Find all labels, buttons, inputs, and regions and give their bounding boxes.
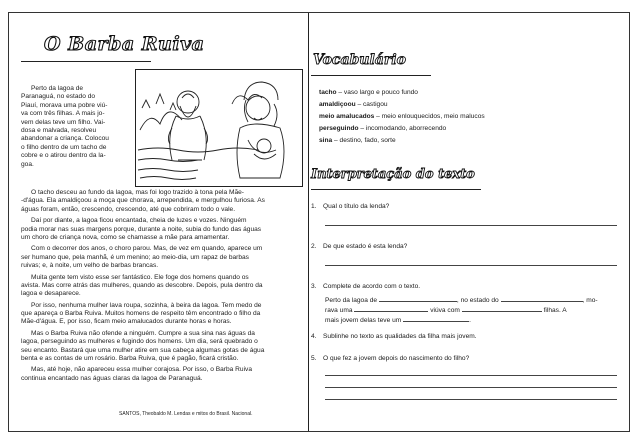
story-illustration	[135, 69, 303, 187]
vocabulary-item	[319, 99, 485, 111]
story-line: lagoa, perseguindo as mulheres e fugindo dos homens. Um dia, será quebrado o	[21, 338, 258, 346]
question-5: 5. O que fez a jovem depois do nascimento do filho?	[311, 355, 470, 362]
story-line: ser humano que, pela manhã, é um menino; ao meio-dia, um rapaz de barbas	[21, 253, 249, 261]
story-line: podia morar nas suas margens porque, durante a noite, subia do fundo das águas	[21, 225, 262, 233]
question-2-text: De que estado é esta lenda?	[323, 243, 408, 250]
paragraph-gap	[21, 383, 265, 386]
vocabulary-definition: – vaso largo e pouco fundo	[336, 89, 418, 96]
story-line: águas foram, então, crescendo, crescendo, até que cobriram todo o vale.	[21, 205, 236, 213]
story-line: Piauí, morava uma pobre viú-	[21, 101, 108, 109]
story-line: dosa e malvada, resolveu	[21, 126, 97, 134]
story-line: lagoa e desaparece.	[21, 290, 81, 298]
story-line: que apareça o Barba Ruiva. Muitos homens de respeito têm encontrado o filho da	[21, 310, 261, 318]
story-line: o filho dentro de um tacho de	[21, 143, 107, 151]
story-line: cobre e o atirou dentro da la-	[21, 152, 106, 160]
vocabulary-item	[319, 111, 485, 123]
story-line: ruivas; e, à noite, um velho de barbas brancas.	[21, 262, 159, 270]
answer-line-2[interactable]	[325, 265, 617, 266]
story-paragraph	[21, 245, 265, 270]
blank-lagoa[interactable]	[379, 295, 457, 302]
vocabulary-definition: – meio enlouquecidos, meio malucos	[374, 113, 485, 120]
vocabulary-item	[319, 123, 485, 135]
story-line: Perto da lagoa de	[31, 85, 84, 92]
story-line: Paranaguá, no estado do	[21, 93, 96, 101]
fill-sentence-2: rava uma viúva com filhas. A	[325, 307, 567, 314]
story-line: goa.	[21, 160, 34, 168]
story-line: benta e as contas de um rosário. Barba Ruiva, que é pagão, ficará cristão.	[21, 355, 239, 363]
answer-line-5b[interactable]	[325, 387, 617, 388]
story-line: Com o decorrer dos anos, o choro parou. Mas, de vez em quando, aparece um	[31, 245, 263, 253]
answer-line-5c[interactable]	[325, 399, 617, 400]
story-line: um choro de criança nova, como se chamasse a mãe para amamentar.	[21, 233, 230, 241]
blank-estado[interactable]	[501, 295, 583, 302]
answer-line-1[interactable]	[325, 225, 617, 226]
answer-line-5a[interactable]	[325, 375, 617, 376]
story-line: continua encantado nas águas claras da lagoa de Paranaguá.	[21, 374, 203, 382]
blank-com[interactable]	[462, 305, 542, 312]
story-line: Muita gente tem visto esse ser fantástico. Ele foge dos homens quando os	[31, 273, 249, 281]
story-line: Daí por diante, a lagoa ficou encantada, cheia de luzes e vozes. Ninguém	[31, 217, 247, 225]
story-line: abandonar a criança. Colocou	[21, 135, 109, 143]
story-line: Mas, até hoje, não apareceu essa mulher corajosa. Por isso, o Barba Ruiva	[31, 366, 253, 374]
blank-uma[interactable]	[354, 305, 428, 312]
story-line: va com três filhas. A mais jo-	[21, 110, 105, 118]
story-body	[21, 189, 265, 386]
story-paragraph	[21, 366, 265, 383]
story-line: avista. Mas corre atrás das mulheres, quando as descobre. Depois, pula dentro da	[21, 281, 263, 289]
story-line: Mas o Barba Ruiva não ofende a ninguém. Cumpre a sua sina nas águas da	[31, 329, 255, 337]
vocabulary-term: perseguindo	[319, 125, 359, 132]
vocabulary-term: tacho	[319, 89, 337, 96]
question-2: 2. De que estado é esta lenda?	[311, 243, 408, 250]
story-line: O tacho desceu ao fundo da lagoa, mas foi logo trazido à tona pela Mãe-	[31, 189, 244, 196]
story-column	[9, 13, 307, 431]
vocabulary-underline	[311, 75, 431, 76]
interpretation-underline	[311, 189, 481, 190]
question-4: 4. Sublinhe no texto as qualidades da filha mais jovem.	[311, 333, 477, 340]
question-4-text: Sublinhe no texto as qualidades da filha mais jovem.	[323, 333, 477, 340]
source-credit: SANTOS, Theobaldo M. Lendas e mitos do Brasil. Nacional.	[119, 411, 253, 417]
worksheet	[8, 12, 630, 432]
story-paragraph	[21, 217, 265, 242]
title-underline	[21, 61, 151, 62]
story-line: Mãe-d'água. E, por isso, ficam meio amalucados durante horas e horas.	[21, 318, 232, 326]
story-line: Por isso, nenhuma mulher lava roupa, sozinha, à beira da lagoa. Tem medo de	[31, 301, 262, 309]
story-paragraph	[21, 330, 265, 364]
story-line: -d'água. Ela amaldiçoou a moça que chorava, arrependida, e mergulhou furiosa. As	[21, 197, 265, 205]
vocabulary-term: sina	[319, 137, 333, 144]
fill-sentence-1: Perto da lagoa de , no estado do , mo-	[325, 297, 598, 304]
question-1-text: Qual o título da lenda?	[323, 203, 390, 210]
vocabulary-definition: – castigou	[355, 101, 388, 108]
story-line: seu encanto. Bastará que uma mulher atire em sua cabeça algumas gotas de água	[21, 346, 265, 354]
question-3: 3. Complete de acordo com o texto.	[311, 283, 421, 290]
vocabulary-list	[319, 87, 485, 147]
vocabulary-item	[319, 135, 485, 147]
story-line: vem delas teve um filho. Vai-	[21, 118, 106, 126]
question-1: 1. Qual o título da lenda?	[311, 203, 390, 210]
interpretation-title: Interpretação do texto	[311, 167, 475, 182]
vocabulary-item	[319, 87, 485, 99]
vocabulary-definition: – destino, fado, sorte	[332, 137, 396, 144]
vocabulary-term: meio amalucados	[319, 113, 375, 120]
vocabulary-title: Vocabulário	[313, 52, 406, 68]
story-intro	[21, 85, 109, 169]
blank-teve-um[interactable]	[403, 315, 469, 322]
column-divider	[308, 13, 309, 431]
vocabulary-term: amaldiçoou	[319, 101, 356, 108]
exercise-column	[311, 13, 629, 431]
story-paragraph	[21, 302, 265, 327]
vocabulary-definition: – incomodando, aborrecendo	[358, 125, 447, 132]
fill-sentence-3: mais jovem delas teve um .	[325, 317, 471, 324]
question-3-text: Complete de acordo com o texto.	[323, 283, 421, 290]
question-5-text: O que fez a jovem depois do nascimento do filho?	[323, 355, 470, 362]
story-paragraph	[21, 274, 265, 299]
story-title: O Barba Ruiva	[44, 33, 205, 55]
story-paragraph	[21, 189, 265, 214]
